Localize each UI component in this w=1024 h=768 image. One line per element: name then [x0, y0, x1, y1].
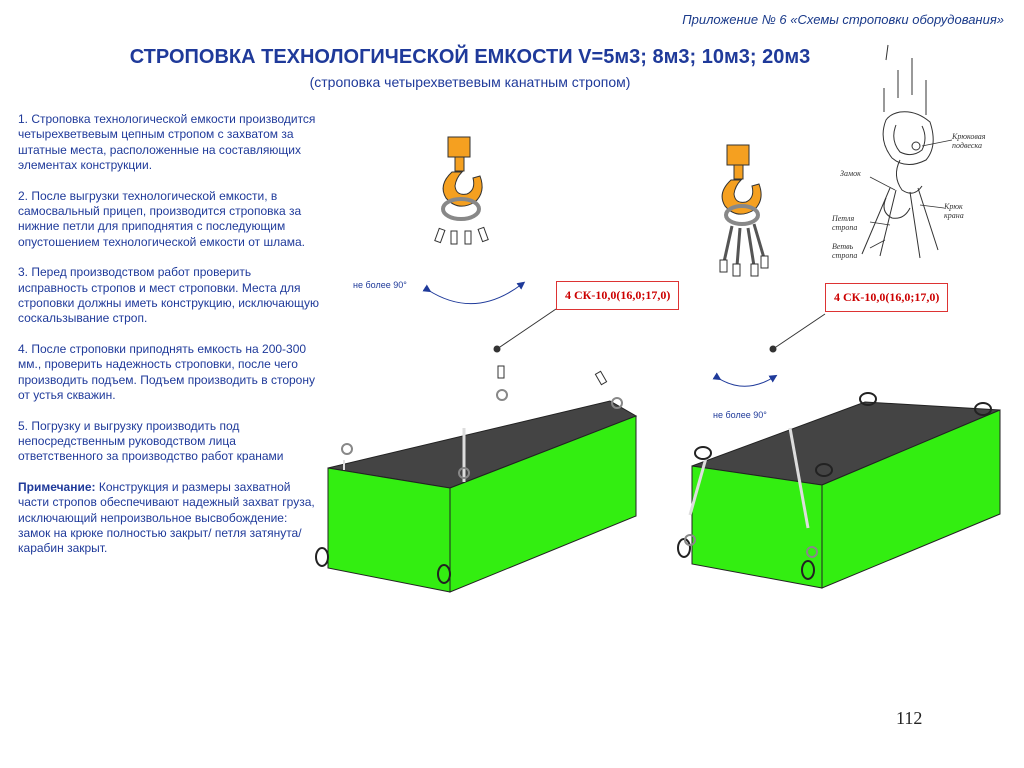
- instruction-2: 2. После выгрузки технологической емкости, в самосвальный прицеп, производится строповка за нижние петли для приподнятия с последующим опустошением технологической емкости от шлама.: [18, 188, 305, 249]
- instruction-3: 3. Перед производством работ проверить исправность стропов и мест строповки. Места для строповки должны иметь конструкцию, исключающую соскальзывание строп.: [18, 265, 319, 326]
- legend-sling-loop: Петля стропа: [832, 214, 858, 232]
- legend-leader-lines: [870, 140, 952, 248]
- angle-arc-right: [718, 377, 774, 386]
- legend-sling-leg: Ветвь стропа: [832, 242, 858, 260]
- instruction-1: 1. Строповка технологической емкости производится четырехветвевым цепным стропом с захватом за штатные места, расположенные на составляющих элементах конструкции.: [18, 112, 316, 173]
- page-subtitle: (строповка четырехветвевым канатным стропом): [309, 74, 631, 90]
- page-title: СТРОПОВКА ТЕХНОЛОГИЧЕСКОЙ ЕМКОСТИ V=5м3; 8м3; 10м3; 20м3: [129, 46, 811, 68]
- crane-hook-left-icon: [435, 137, 488, 244]
- tank-left: [316, 366, 636, 592]
- crane-hook-right-icon: [720, 145, 768, 276]
- legend-hook-block: Крюковая подвеска: [952, 132, 986, 150]
- appendix-caption: Приложение № 6 «Схемы строповки оборудования»: [682, 12, 1004, 27]
- crane-block-sketch: [862, 45, 938, 258]
- sling-label-right: 4 СК-10,0(16,0;17,0): [825, 283, 948, 312]
- legend-crane-hook: Крюк крана: [944, 202, 964, 220]
- instruction-5: 5. Погрузку и выгрузку производить под непосредственным руководством лица ответственного за производство работ кранами: [18, 418, 284, 464]
- tank-right: [678, 393, 1000, 588]
- angle-arc-left: [428, 284, 522, 304]
- sling-label-left: 4 СК-10,0(16,0;17,0): [556, 281, 679, 310]
- angle-label-left: не более 90°: [353, 280, 407, 290]
- instruction-4: 4. После строповки приподнять емкость на 200-300 мм., проверить надежность строповки, после чего производить подъем. Подъем производить в сторону от устья скважин.: [18, 341, 315, 403]
- note-label: Примечание:: [18, 479, 96, 494]
- note-text: Конструкция и размеры захватной части стропов обеспечивают надежный захват груза, исключающий непроизвольное высвобождение: замок на крюке полностью закрыт/ петля затянута/ карабин закрыт.: [18, 479, 315, 556]
- angle-label-right: не более 90°: [713, 410, 767, 420]
- page-number: 112: [896, 708, 923, 728]
- label-leader-lines: [494, 309, 825, 352]
- legend-latch: Замок: [840, 169, 861, 178]
